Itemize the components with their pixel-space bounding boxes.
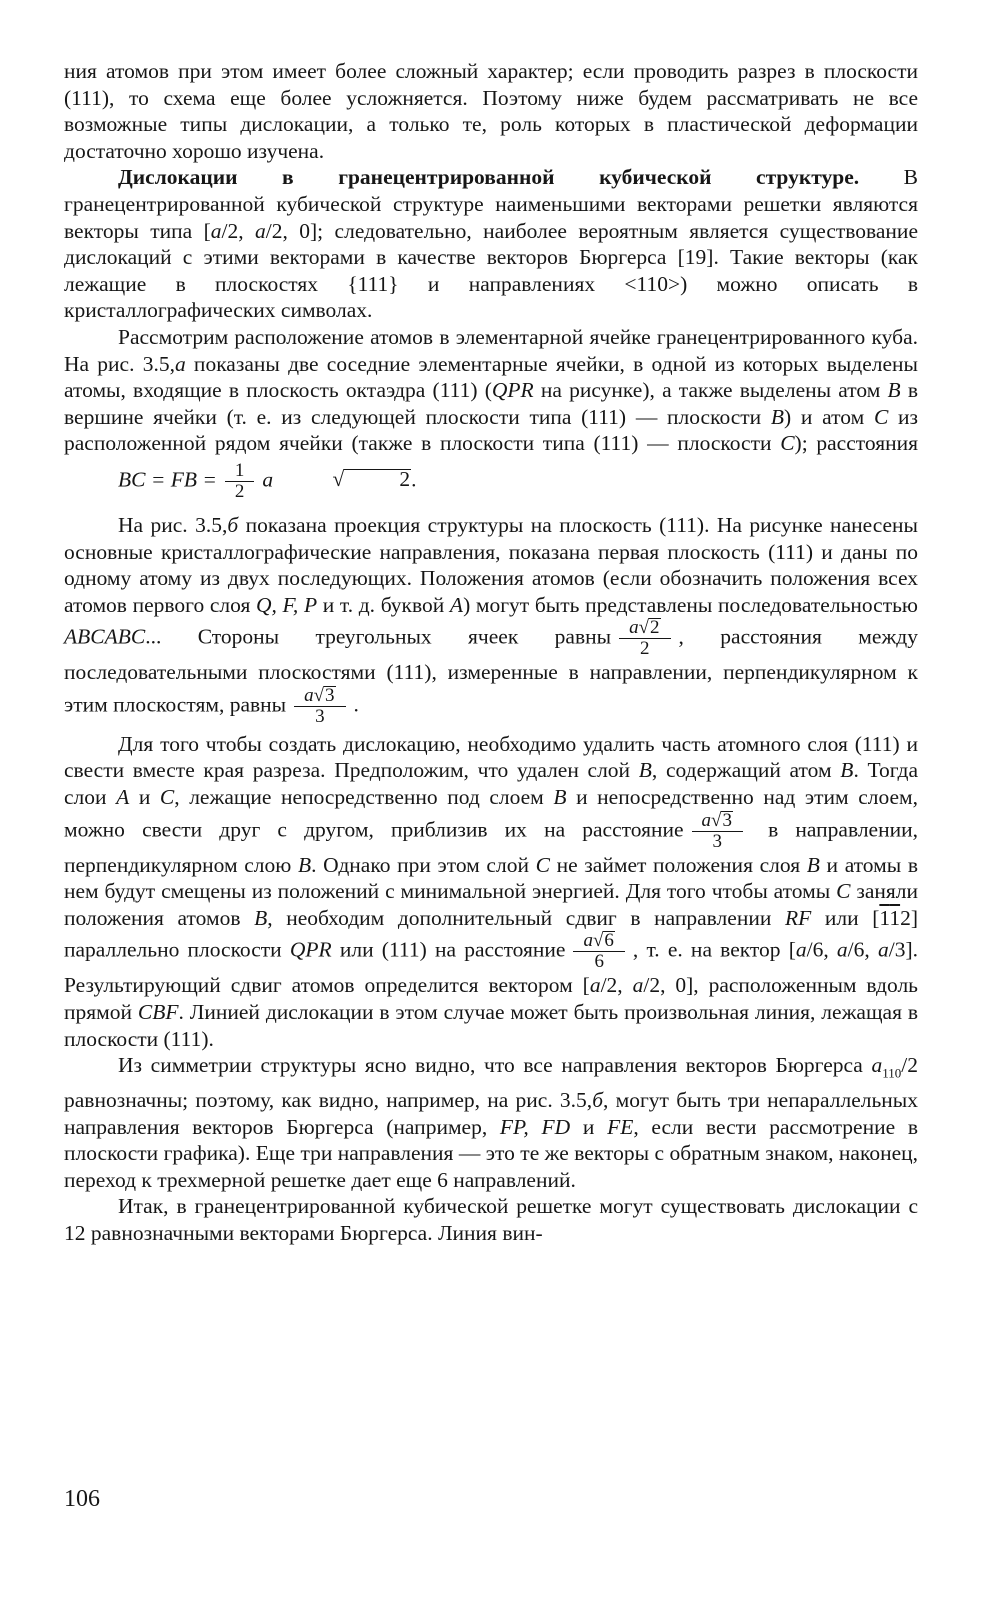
paragraph-symmetry: Из симметрии структуры ясно видно, что все направления векторов Бюргерса $a_{110}/2$ равнозначны; поэтому, как видно, например, на рис. 3.5,б, могут быть три непараллельных направления векторов Бюргерса (например, FP, FD и FE, если вести рассмотрение в плоскости графика). Еще три направления — это те же векторы с обратным знаком, наконец, переход к трехмерной решетке дает еще 6 направлений. [64, 1053, 919, 1192]
fraction-one-half: $\frac{1}{2}$ [225, 461, 255, 502]
paragraph-intro [64, 58, 918, 164]
fraction-a-sqrt2-over-2: $\frac{a√2}{2}$ [619, 618, 670, 659]
fraction-distance-sqrt6: $\frac{a√6}{6}$ [573, 931, 624, 972]
paragraph-unit-cell: Рассмотрим расположение атомов в элементарной ячейке гранецентрированного куба. На рис. 3.5,а показаны две соседние элементарные ячейки, в одной из которых выделены атомы, входящие в плоскость октаэдра (111) (QPR на рисунке), а также выделены атом B в вершине ячейки (т. е. из следующей плоскости типа (111) — плоскости B) и атом C из расположенной рядом ячейки (также в плоскости типа (111) — плоскости C); расстояния BC = FB = $\frac{1}{2}$ a √ 2. [64, 324, 919, 502]
sqrt-symbol: √ 2 [332, 467, 411, 492]
paragraph-conclusion: Итак, в гранецентрированной кубической решетке могут существовать дислокации с 12 равнозначными векторами Бюргерса. Линия вин- [64, 1194, 918, 1246]
formula-bc-fb: BC = FB = $\frac{1}{2}$ a √ 2. [118, 459, 417, 502]
paragraph-fcc-dislocations: Дислокации в гранецентрированной кубической структуре. В гранецентрированной кубической структуре наименьшими векторами решетки являются векторы типа [a/2, a/2, 0]; следовательно, наиболее вероятным является существование дислокаций с этими векторами в качестве векторов Бюргерса [19]. Такие векторы (как лежащие в плоскостях {111} и направлениях <110>) можно описать в кристаллографических символах. [64, 165, 919, 323]
section-heading: Дислокации в гранецентрированной кубической структуре. [118, 165, 860, 190]
fraction-a-sqrt3-over-3: $\frac{a√3}{3}$ [294, 686, 345, 727]
fraction-distance-sqrt3: $\frac{a√3}{3}$ [692, 811, 743, 852]
paragraph-text: ния атомов при этом имеет более сложный характер; если проводить разрез в плоскости (111), то схема еще более усложняется. Поэтому ниже будем рассматривать не все возможные типы дислокации, а только те, роль которых в пластической деформации достаточно хорошо изучена. [64, 59, 918, 163]
page-number: 106 [64, 1486, 100, 1512]
paragraph-create-dislocation: Для того чтобы создать дислокацию, необходимо удалить часть атомного слоя (111) и свести вместе края разреза. Предположим, что удален слой B, содержащий атом B. Тогда слои A и C, лежащие непосредственно под слоем B и непосредственно над этим слоем, можно свести друг с другом, приблизив их на расстояние $\frac{a√3}{3}$ в направлении, перпендикулярном слою B. Однако при этом слой C не займет положения слоя B и атомы в нем будут смещены из положений с минимальной энергией. Для того чтобы атомы C заняли положения атомов B, необходим дополнительный сдвиг в направлении RF или [112] параллельно плоскости QPR или (111) на расстояние $\frac{a√6}{6}$ , т. е. на вектор [a/6, a/6, a/3]. Результирующий сдвиг атомов определится вектором [a/2, a/2, 0], расположенным вдоль прямой CBF. Линией дислокации в этом случае может быть произвольная линия, лежащая в плоскости (111). [64, 731, 919, 1051]
paragraph-projection: На рис. 3.5,б показана проекция структуры на плоскость (111). На рисунке нанесены основные кристаллографические направления, показана первая плоскость (111) и даны по одному атому из двух последующих. Положения атомов (если обозначить положения всех атомов первого слоя Q, F, P и т. д. буквой A) могут быть представлены последовательностью ABCABC... Стороны треугольных ячеек равны $\frac{a√2}{2}$ , расстояния между последовательными плоскостями (111), измеренные в направлении, перпендикулярном к этим плоскостям, равны $\frac{a√3}{3}$ . [64, 512, 918, 727]
